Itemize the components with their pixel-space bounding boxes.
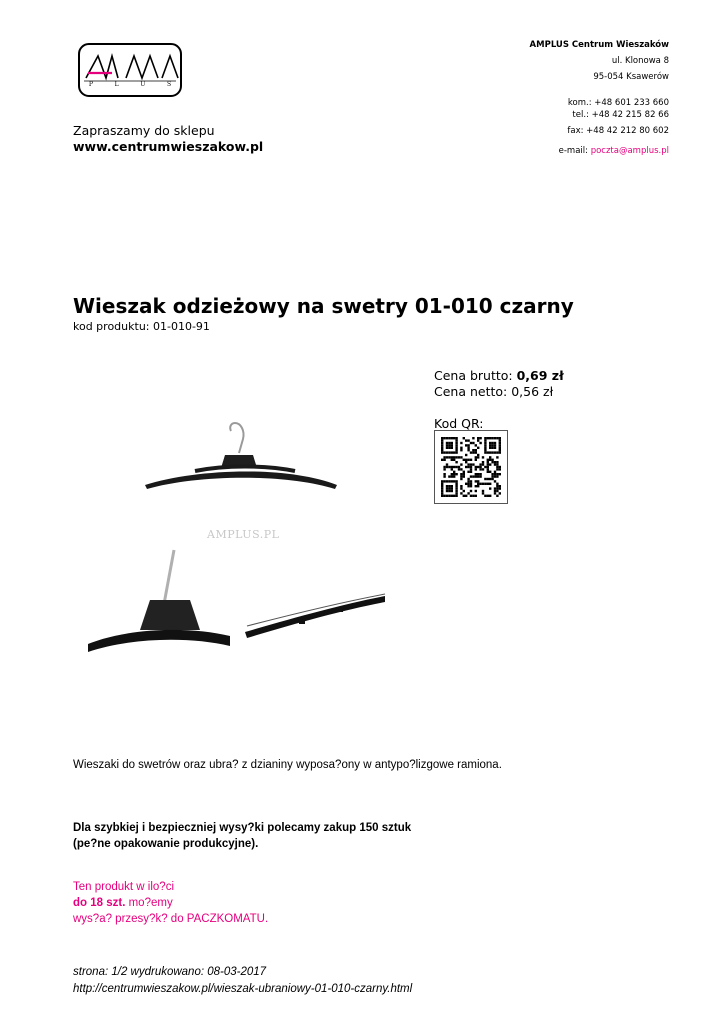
promo-quantity: do 18 szt. (73, 897, 126, 909)
product-code: kod produktu: 01-010-91 (73, 320, 210, 333)
qr-code (434, 430, 508, 504)
company-mobile: kom.: +48 601 233 660 (567, 98, 669, 108)
logo-letter: L (114, 81, 119, 88)
page-footer (73, 964, 412, 998)
email-label: e-mail: (558, 146, 591, 156)
price-gross (434, 368, 564, 384)
image-watermark: AMPLUS.PL (207, 528, 280, 541)
shop-invite (73, 123, 263, 155)
product-description: Wieszaki do swetrów oraz ubra? z dzianiny wyposa?ony w antypo?lizgowe ramiona. (73, 759, 502, 771)
company-street: ul. Klonowa 8 (611, 56, 669, 66)
product-image-main (135, 385, 357, 533)
invite-text: Zapraszamy do sklepu (73, 123, 215, 138)
price-block (434, 368, 564, 400)
shipping-recommendation (73, 820, 411, 852)
product-image-detail-arm (243, 540, 388, 680)
promo-line: wys?a? przesy?k? do PACZKOMATU. (73, 913, 269, 925)
footer-url: http://centrumwieszakow.pl/wieszak-ubraniowy-01-010-czarny.html (73, 983, 413, 995)
qr-label: Kod QR: (434, 416, 484, 431)
recommendation-line: Dla szybkiej i bezpieczniej wysy?ki polecamy zakup 150 sztuk (73, 822, 412, 834)
product-image-detail-hook (88, 540, 230, 680)
company-email-row (530, 143, 669, 159)
company-info (530, 37, 669, 159)
logo-letter: U (140, 81, 146, 88)
promo-line-rest: mo?emy (125, 897, 173, 909)
email-link[interactable]: poczta@amplus.pl (590, 146, 669, 156)
company-city: 95-054 Ksawerów (593, 72, 669, 82)
promo-line: Ten produkt w ilo?ci (73, 881, 174, 893)
company-name: AMPLUS Centrum Wieszaków (529, 40, 669, 50)
shop-url-link[interactable]: www.centrumwieszakow.pl (73, 139, 264, 154)
company-logo (78, 43, 182, 97)
company-fax: fax: +48 42 212 80 602 (567, 126, 669, 136)
logo-letter: S (167, 81, 172, 88)
footer-page-info: strona: 1/2 wydrukowano: 08-03-2017 (73, 966, 267, 978)
product-title: Wieszak odzieżowy na swetry 01-010 czarny (73, 294, 574, 318)
price-gross-label: Cena brutto: (434, 368, 517, 383)
recommendation-line: (pe?ne opakowanie produkcyjne). (73, 838, 259, 850)
paczkomat-promo (73, 879, 268, 927)
promo-line (73, 895, 268, 911)
price-net: Cena netto: 0,56 zł (434, 384, 554, 399)
price-gross-value: 0,69 zł (516, 368, 564, 383)
company-phone: tel.: +48 42 215 82 66 (572, 110, 669, 120)
logo-letter: P (88, 81, 93, 88)
